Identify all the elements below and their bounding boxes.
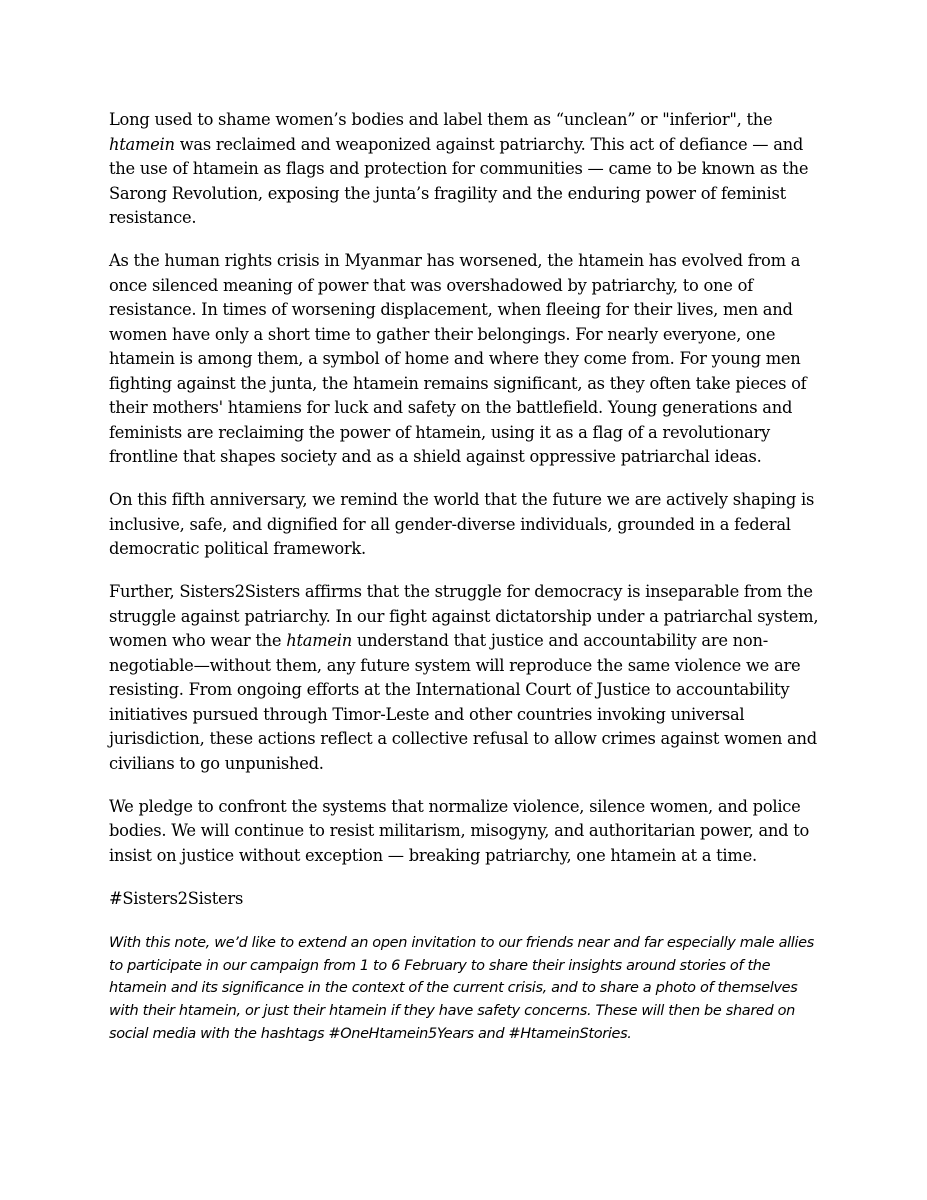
paragraph-htamein-reclaimed: [109, 108, 821, 231]
paragraph-text: understand that justice and accountability are non-negotiable—without them, any future system will reproduce the same violence we are resisting. From ongoing efforts at the International Court of Justice to accountability initiatives pursued through Timor-Leste and other countries invoking universal jurisdiction, these actions reflect a collective refusal to allow crimes against women and civilians to go unpunished.: [109, 631, 817, 773]
document-body: [109, 108, 821, 1046]
paragraph-struggle-for-democracy: [109, 580, 821, 776]
paragraph-text: Further, Sisters2Sisters affirms that the struggle for democracy is inseparable from the struggle against patriarchy. In our fight against dictatorship under a patriarchal system, women who wear the: [109, 582, 819, 650]
campaign-invitation-note: With this note, we’d like to extend an open invitation to our friends near and far especially male allies to participate in our campaign from 1 to 6 February to share their insights around stories of the htamein and its significance in the context of the current crisis, and to share a photo of themselves with their htamein, or just their htamein if they have safety concerns. These will then be shared on social media with the hashtags #OneHtamein5Years and #HtameinStories.: [109, 935, 814, 1042]
paragraph-text: On this fifth anniversary, we remind the world that the future we are actively shaping is inclusive, safe, and dignified for all gender-diverse individuals, grounded in a federal democratic political framework.: [109, 490, 815, 558]
paragraph-text: Long used to shame women’s bodies and label them as “unclean” or "inferior", the: [109, 110, 773, 129]
paragraph-text: We pledge to confront the systems that normalize violence, silence women, and police bodies. We will continue to resist militarism, misogyny, and authoritarian power, and to insist on justice without exception — breaking patriarchy, one htamein at a time.: [109, 796, 810, 865]
paragraph-text: As the human rights crisis in Myanmar has worsened, the htamein has evolved from a once silenced meaning of power that was overshadowed by patriarchy, to one of resistance. In times of worsening displacement, when fleeing for their lives, men and women have only a short time to gather their belongings. For nearly everyone, one htamein is among them, a symbol of home and where they come from. For young men fighting against the junta, the htamein remains significant, as they often take pieces of their mothers' htamiens for luck and safety on the battlefield. Young generations and feminists are reclaiming the power of htamein, using it as a flag of a revolutionary frontline that shapes society and as a shield against oppressive patriarchal ideas.: [109, 251, 807, 466]
paragraph-human-rights-crisis: [109, 249, 821, 470]
paragraph-pledge: [109, 795, 821, 869]
paragraph-italic-term: htamein: [109, 134, 175, 154]
paragraph-italic-term: htamein: [286, 631, 352, 650]
hashtag-line: #Sisters2Sisters: [109, 888, 244, 908]
paragraph-text: was reclaimed and weaponized against patriarchy. This act of defiance — and the use of htamein as flags and protection for communities — came to be known as the Sarong Revolution, exposing the junta’s fragility and the enduring power of feminist resistance.: [109, 134, 809, 227]
paragraph-fifth-anniversary: [109, 488, 821, 562]
